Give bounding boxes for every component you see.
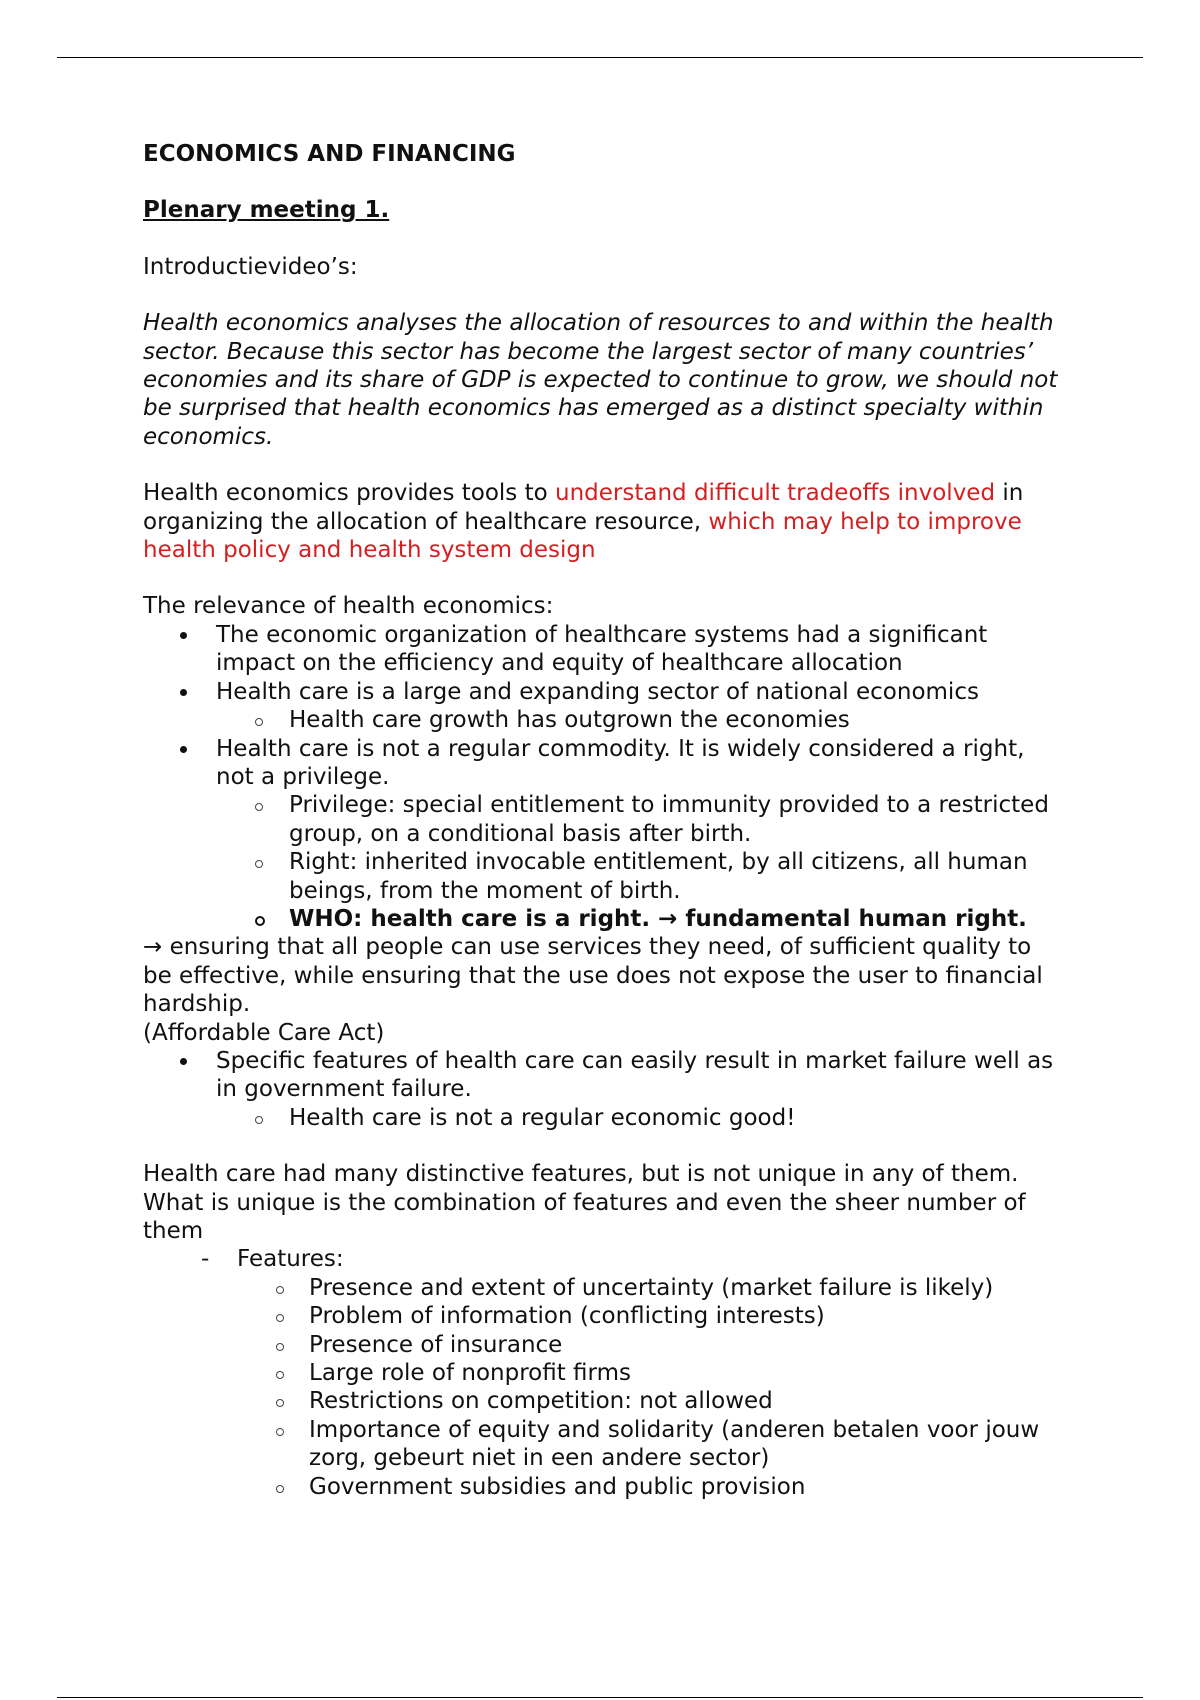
sub-list-item xyxy=(143,791,1063,848)
features-label: Features: xyxy=(237,1246,344,1273)
feature-text: Government subsidies and public provision xyxy=(309,1473,806,1500)
feature-item xyxy=(143,1473,1063,1501)
aca-note: (Affordable Care Act) xyxy=(143,1019,385,1046)
tools-highlight-2: which may help to improve health policy and health system design xyxy=(143,508,1022,564)
circle-bullet-icon xyxy=(276,1399,284,1407)
feature-text: Large role of nonprofit firms xyxy=(309,1360,631,1387)
tools-text-1: Health economics provides tools to xyxy=(143,480,556,507)
italic-paragraph: Health economics analyses the allocation of resources to and within the health sector. Because this sector has become the largest sector of many countries’ economies and its share of GDP is expected to continue to grow, we should not be surprised that health economics has emerged as a distinct specialty within economics. xyxy=(143,310,1058,450)
ensuring-paragraph: → ensuring that all people can use services they need, of sufficient quality to be effective, while ensuring that the use does not expose the user to financial hardship. xyxy=(143,934,1043,1018)
circle-bullet-icon xyxy=(276,1343,284,1351)
circle-bullet-icon xyxy=(255,803,263,811)
section-heading: Plenary meeting 1. xyxy=(143,197,390,224)
feature-item xyxy=(143,1416,1063,1473)
relevance-heading: The relevance of health economics: xyxy=(143,593,554,620)
sub-list-item xyxy=(143,1104,1063,1132)
features-list-item xyxy=(143,1245,1063,1273)
circle-bullet-icon xyxy=(255,1116,263,1124)
intro-label: Introductievideo’s: xyxy=(143,253,358,280)
list-item-text: Health care growth has outgrown the economies xyxy=(289,707,850,734)
list-item xyxy=(143,621,1063,678)
feature-text: Presence of insurance xyxy=(309,1331,563,1358)
list-item-text: Right: inherited invocable entitlement, by all citizens, all human beings, from the moment of birth. xyxy=(289,849,1028,904)
bullet-icon xyxy=(180,746,187,753)
feature-text: Importance of equity and solidarity (anderen betalen voor jouw zorg, gebeurt niet in een andere sector) xyxy=(309,1416,1040,1472)
list-item xyxy=(143,735,1063,792)
circle-bullet-icon xyxy=(255,860,263,868)
sub-list-item xyxy=(143,706,1063,734)
feature-text: Presence and extent of uncertainty (market failure is likely) xyxy=(309,1274,994,1301)
feature-text: Restrictions on competition: not allowed xyxy=(309,1388,773,1415)
circle-bullet-icon xyxy=(276,1428,284,1436)
feature-item xyxy=(143,1274,1063,1302)
tools-highlight-1: understand difficult tradeoffs involved xyxy=(555,480,996,507)
footer-rule xyxy=(57,1697,1143,1698)
dash-bullet: - xyxy=(201,1246,210,1273)
list-item-text: Health care is a large and expanding sector of national economics xyxy=(216,678,979,705)
feature-item xyxy=(143,1387,1063,1415)
sub-list-item xyxy=(143,848,1063,905)
circle-bullet-icon xyxy=(276,1314,284,1322)
distinctive-paragraph: Health care had many distinctive features, but is not unique in any of them. What is unique is the combination of features and even the sheer number of them xyxy=(143,1161,1026,1244)
circle-bullet-icon xyxy=(276,1286,284,1294)
feature-text: Problem of information (conflicting interests) xyxy=(309,1303,825,1330)
document-title: ECONOMICS AND FINANCING xyxy=(143,141,516,167)
list-item-text: Specific features of health care can easily result in market failure well as in government failure. xyxy=(216,1047,1054,1103)
list-item-text: WHO: health care is a right. → fundamental human right. xyxy=(289,905,1027,932)
sub-list-item xyxy=(143,905,1063,933)
list-item xyxy=(143,1047,1063,1104)
circle-bullet-icon xyxy=(276,1485,284,1493)
circle-bullet-icon xyxy=(255,718,263,726)
tools-paragraph xyxy=(143,479,1063,564)
circle-bullet-icon xyxy=(255,916,265,926)
bullet-icon xyxy=(180,632,187,639)
feature-item xyxy=(143,1331,1063,1359)
list-item-text: The economic organization of healthcare systems had a significant impact on the efficiency and equity of healthcare allocation xyxy=(216,621,988,677)
list-item-text: Health care is not a regular economic good! xyxy=(289,1104,796,1131)
feature-item xyxy=(143,1302,1063,1330)
bullet-icon xyxy=(180,1058,187,1065)
list-item-text: Health care is not a regular commodity. It is widely considered a right, not a privilege. xyxy=(216,735,1025,790)
feature-item xyxy=(143,1359,1063,1387)
bullet-icon xyxy=(180,689,187,696)
circle-bullet-icon xyxy=(276,1371,284,1379)
list-item xyxy=(143,678,1063,706)
header-rule xyxy=(57,57,1143,58)
document-body xyxy=(143,140,1063,1501)
list-item-text: Privilege: special entitlement to immunity provided to a restricted group, on a conditional basis after birth. xyxy=(289,792,1049,847)
tools-text-2: in organizing the allocation of healthcare resource, xyxy=(143,480,1024,535)
